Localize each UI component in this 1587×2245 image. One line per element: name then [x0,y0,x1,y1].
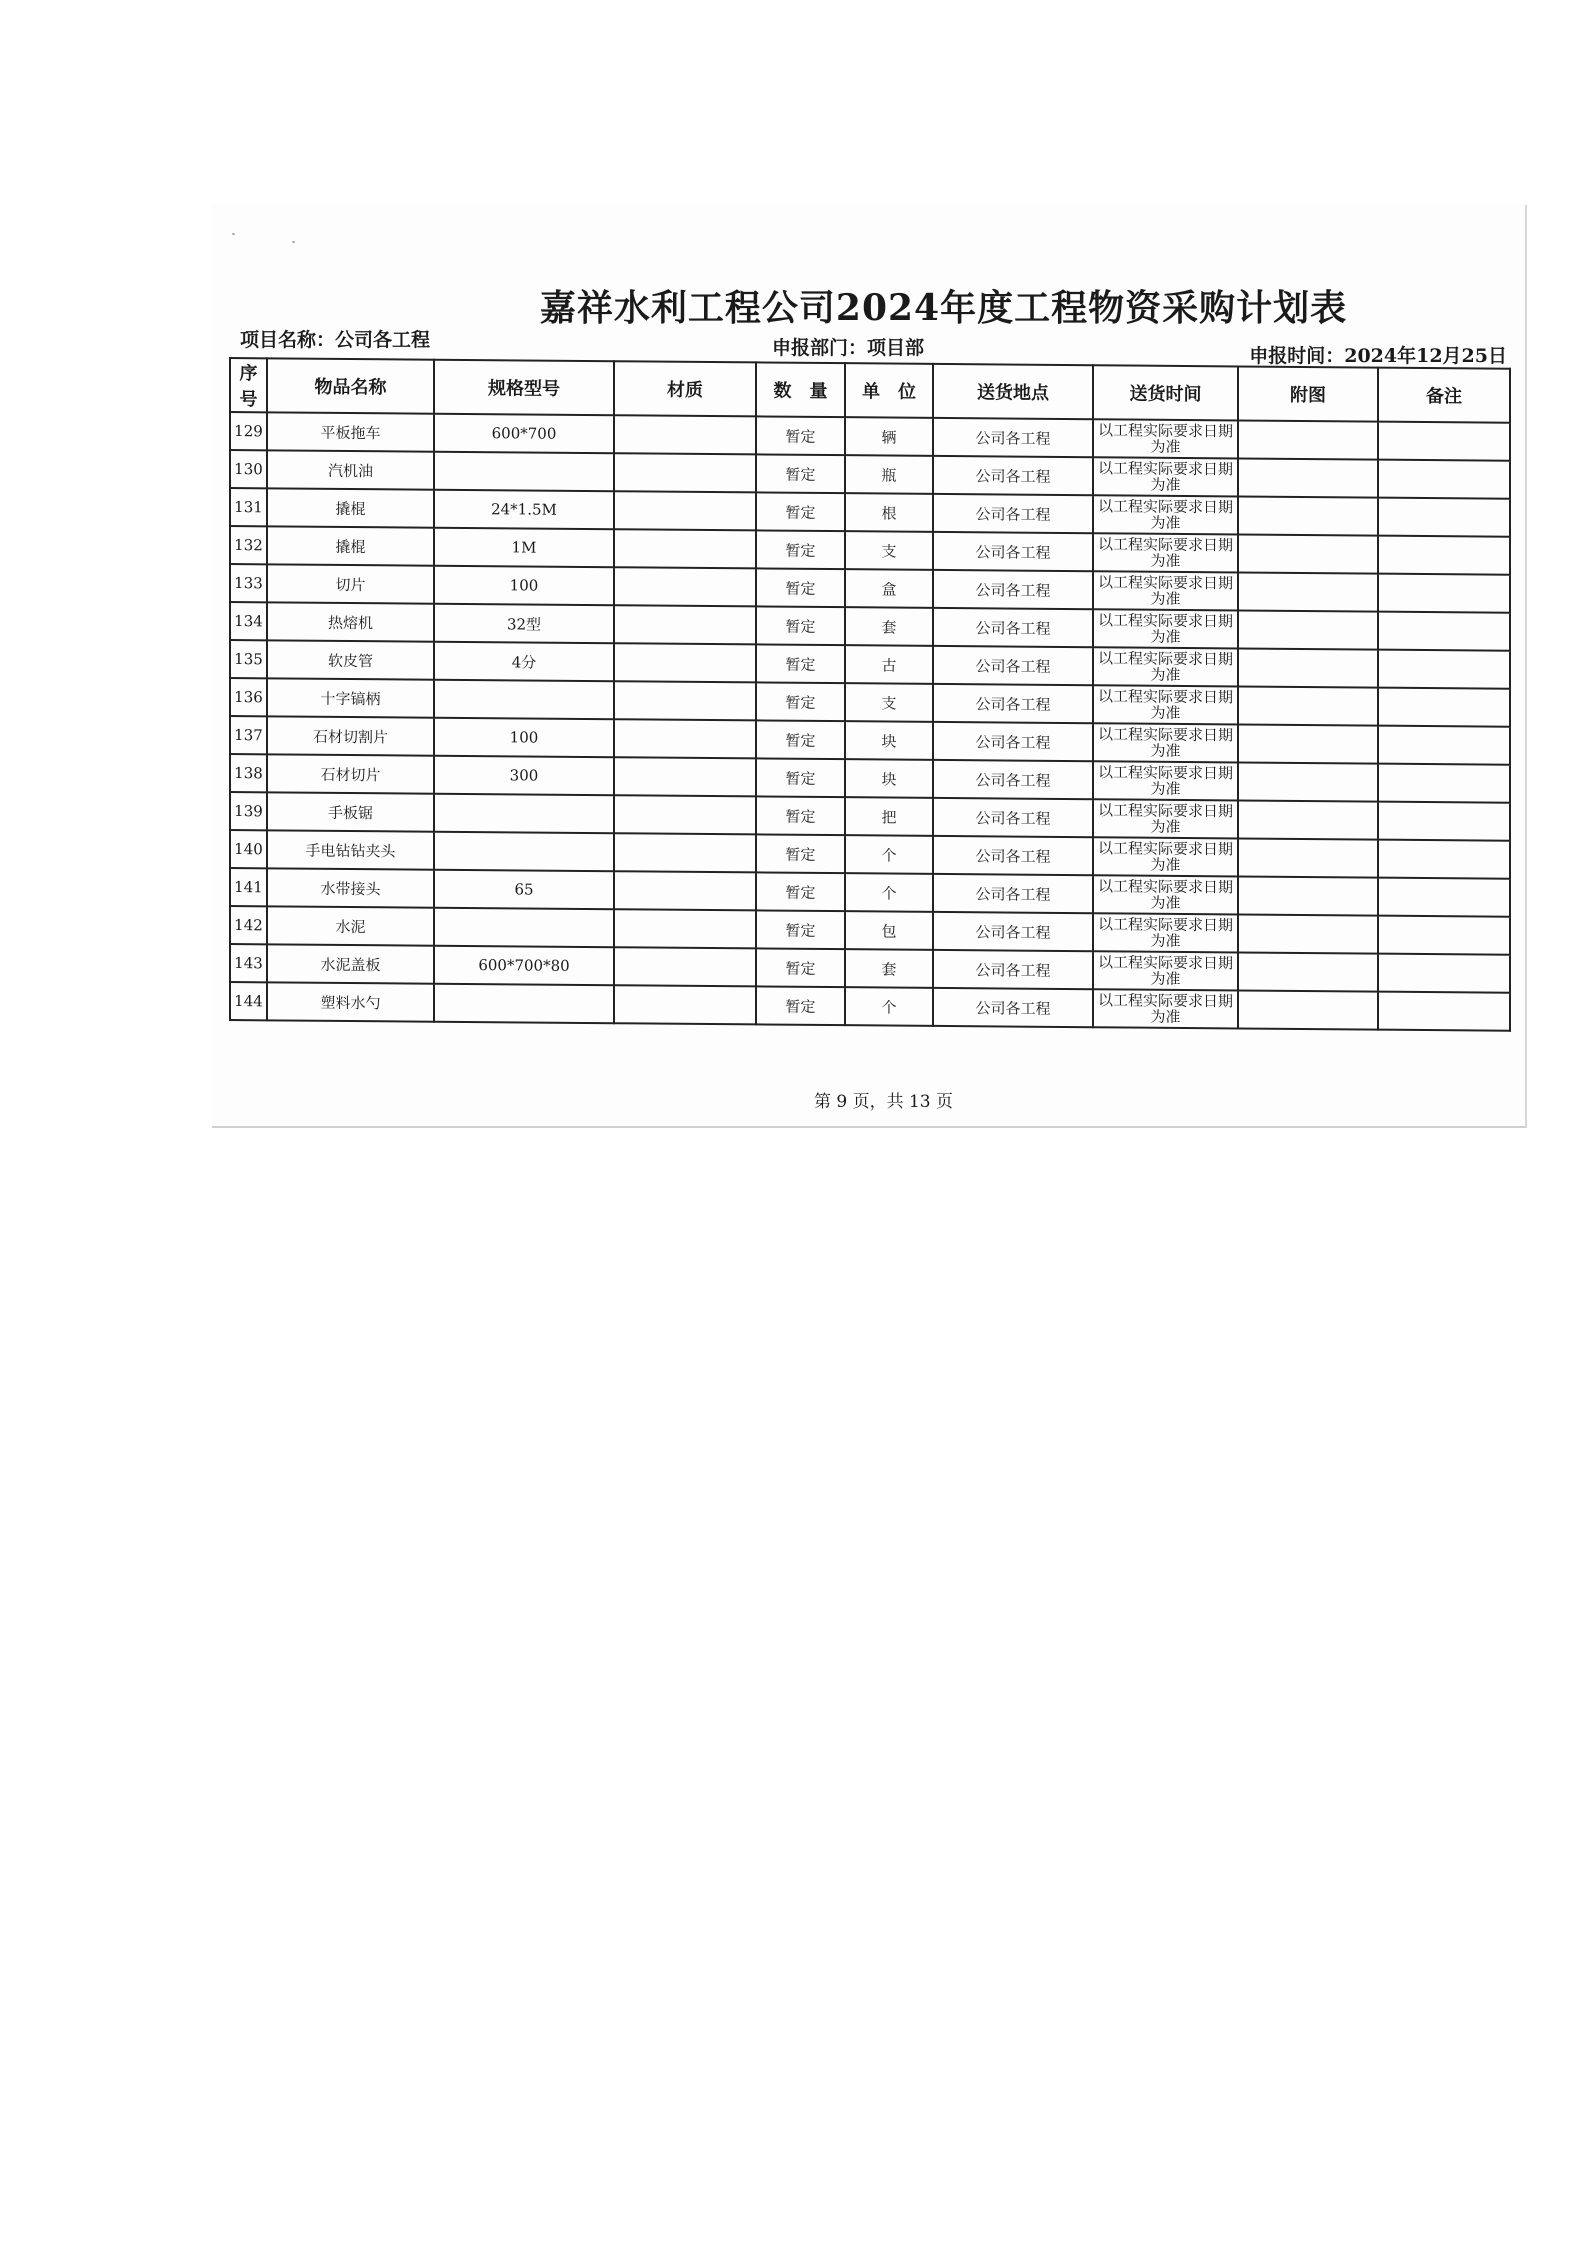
cell-unit: 古 [845,645,933,684]
cell-delivery-time: 以工程实际要求日期为准 [1093,761,1238,800]
cell-material [614,567,756,606]
cell-index: 132 [230,526,267,564]
cell-drawing [1238,686,1378,725]
cell-quantity: 暂定 [756,796,845,835]
cell-quantity: 暂定 [756,644,845,683]
cell-drawing [1238,420,1378,459]
cell-quantity: 暂定 [756,492,845,531]
cell-unit: 瓶 [845,455,933,494]
cell-spec [434,908,614,948]
cell-drawing [1238,990,1378,1029]
header-unit: 单 位 [845,363,933,418]
cell-note [1378,422,1510,461]
cell-unit: 个 [845,835,933,874]
cell-item-name: 热熔机 [267,602,434,641]
cell-unit: 辆 [845,417,933,456]
cell-spec: 600*700 [434,414,614,454]
cell-note [1378,650,1510,689]
cell-unit: 支 [845,683,933,722]
cell-item-name: 十字镐柄 [267,678,434,717]
cell-delivery-time: 以工程实际要求日期为准 [1093,533,1238,572]
cell-note [1378,688,1510,727]
cell-delivery-location: 公司各工程 [933,760,1093,799]
cell-spec [434,452,614,492]
cell-quantity: 暂定 [756,986,845,1025]
table-body [230,412,1510,1031]
cell-unit: 把 [845,797,933,836]
cell-delivery-location: 公司各工程 [933,646,1093,685]
cell-delivery-time: 以工程实际要求日期为准 [1093,419,1238,458]
cell-delivery-time: 以工程实际要求日期为准 [1093,875,1238,914]
cell-unit: 包 [845,911,933,950]
cell-spec [434,984,614,1024]
header-note: 备注 [1378,368,1510,423]
cell-delivery-time: 以工程实际要求日期为准 [1093,457,1238,496]
header-delivery-location: 送货地点 [933,364,1093,419]
cell-delivery-location: 公司各工程 [933,494,1093,533]
cell-index: 137 [230,716,267,754]
cell-spec: 65 [434,870,614,910]
cell-index: 130 [230,450,267,488]
cell-delivery-time: 以工程实际要求日期为准 [1093,913,1238,952]
header-spec: 规格型号 [434,360,614,416]
cell-drawing [1238,534,1378,573]
cell-index: 129 [230,412,267,450]
cell-drawing [1238,496,1378,535]
cell-drawing [1238,876,1378,915]
cell-delivery-time: 以工程实际要求日期为准 [1093,799,1238,838]
cell-quantity: 暂定 [756,758,845,797]
cell-note [1378,536,1510,575]
cell-item-name: 水泥盖板 [267,944,434,983]
cell-material [614,681,756,720]
cell-index: 144 [230,982,267,1020]
cell-index: 141 [230,868,267,906]
cell-delivery-location: 公司各工程 [933,950,1093,989]
cell-delivery-time: 以工程实际要求日期为准 [1093,609,1238,648]
cell-quantity: 暂定 [756,872,845,911]
cell-index: 142 [230,906,267,944]
cell-drawing [1238,572,1378,611]
cell-spec: 100 [434,718,614,758]
header-quantity: 数 量 [756,362,845,417]
cell-item-name: 石材切片 [267,754,434,793]
cell-item-name: 汽机油 [267,450,434,489]
cell-unit: 个 [845,987,933,1026]
cell-delivery-location: 公司各工程 [933,722,1093,761]
cell-spec [434,794,614,834]
report-date: 申报时间：2024年12月25日 [1249,345,1507,367]
cell-note [1378,802,1510,841]
header-material: 材质 [614,361,756,416]
cell-note [1378,612,1510,651]
cell-unit: 块 [845,721,933,760]
cell-index: 139 [230,792,267,830]
cell-index: 140 [230,830,267,868]
cell-delivery-time: 以工程实际要求日期为准 [1093,989,1238,1028]
cell-quantity: 暂定 [756,948,845,987]
cell-index: 134 [230,602,267,640]
cell-material [614,909,756,948]
cell-note [1378,916,1510,955]
cell-drawing [1238,610,1378,649]
cell-unit: 套 [845,607,933,646]
cell-delivery-location: 公司各工程 [933,570,1093,609]
cell-spec: 24*1.5M [434,490,614,530]
header-drawing: 附图 [1238,366,1378,421]
cell-material [614,871,756,910]
cell-index: 138 [230,754,267,792]
cell-quantity: 暂定 [756,720,845,759]
cell-unit: 块 [845,759,933,798]
cell-note [1378,574,1510,613]
cell-delivery-location: 公司各工程 [933,912,1093,951]
cell-note [1378,498,1510,537]
cell-material [614,719,756,758]
cell-material [614,795,756,834]
page-footer: 第 9 页，共 13 页 [813,1092,954,1112]
header-index: 序号 [230,358,267,412]
cell-note [1378,726,1510,765]
cell-material [614,757,756,796]
cell-spec [434,680,614,720]
cell-unit: 根 [845,493,933,532]
cell-note [1378,878,1510,917]
cell-delivery-time: 以工程实际要求日期为准 [1093,685,1238,724]
cell-delivery-location: 公司各工程 [933,608,1093,647]
document-title: 嘉祥水利工程公司2024年度工程物资采购计划表 [539,287,1348,329]
cell-unit: 盒 [845,569,933,608]
cell-material [614,947,756,986]
cell-item-name: 软皮管 [267,640,434,679]
scanned-page [212,205,1527,1128]
cell-spec [434,832,614,872]
cell-note [1378,992,1510,1031]
cell-note [1378,840,1510,879]
cell-material [614,415,756,454]
cell-drawing [1238,800,1378,839]
cell-unit: 支 [845,531,933,570]
cell-drawing [1238,914,1378,953]
cell-index: 133 [230,564,267,602]
cell-quantity: 暂定 [756,568,845,607]
header-delivery-time: 送货时间 [1093,365,1238,420]
cell-delivery-location: 公司各工程 [933,874,1093,913]
cell-item-name: 切片 [267,564,434,603]
cell-index: 131 [230,488,267,526]
cell-quantity: 暂定 [756,454,845,493]
scan-speck [292,241,295,243]
procurement-table [229,357,1511,1032]
cell-material [614,833,756,872]
cell-delivery-time: 以工程实际要求日期为准 [1093,571,1238,610]
cell-note [1378,954,1510,993]
cell-unit: 个 [845,873,933,912]
cell-drawing [1238,458,1378,497]
scan-speck [232,233,235,235]
cell-unit: 套 [845,949,933,988]
cell-quantity: 暂定 [756,606,845,645]
cell-item-name: 水泥 [267,906,434,945]
cell-delivery-location: 公司各工程 [933,418,1093,457]
cell-material [614,985,756,1024]
cell-item-name: 塑料水勺 [267,982,434,1021]
cell-delivery-location: 公司各工程 [933,836,1093,875]
cell-note [1378,460,1510,499]
cell-delivery-location: 公司各工程 [933,532,1093,571]
cell-material [614,453,756,492]
cell-drawing [1238,648,1378,687]
cell-spec: 300 [434,756,614,796]
cell-material [614,529,756,568]
cell-drawing [1238,952,1378,991]
cell-item-name: 撬棍 [267,526,434,565]
cell-spec: 32型 [434,604,614,644]
cell-quantity: 暂定 [756,416,845,455]
cell-material [614,491,756,530]
cell-quantity: 暂定 [756,530,845,569]
cell-drawing [1238,838,1378,877]
cell-delivery-location: 公司各工程 [933,988,1093,1027]
cell-item-name: 撬棍 [267,488,434,527]
cell-material [614,643,756,682]
cell-spec: 100 [434,566,614,606]
cell-delivery-time: 以工程实际要求日期为准 [1093,647,1238,686]
cell-delivery-time: 以工程实际要求日期为准 [1093,723,1238,762]
department: 申报部门：项目部 [772,337,925,359]
cell-item-name: 手电钻钻夹头 [267,830,434,869]
cell-spec: 1M [434,528,614,568]
cell-delivery-time: 以工程实际要求日期为准 [1093,495,1238,534]
cell-drawing [1238,724,1378,763]
cell-delivery-location: 公司各工程 [933,684,1093,723]
cell-material [614,605,756,644]
cell-quantity: 暂定 [756,910,845,949]
cell-quantity: 暂定 [756,834,845,873]
cell-item-name: 石材切割片 [267,716,434,755]
project-name: 项目名称：公司各工程 [240,329,431,351]
cell-item-name: 平板拖车 [267,412,434,451]
cell-index: 143 [230,944,267,982]
cell-drawing [1238,762,1378,801]
cell-item-name: 水带接头 [267,868,434,907]
cell-delivery-time: 以工程实际要求日期为准 [1093,951,1238,990]
cell-index: 135 [230,640,267,678]
cell-delivery-time: 以工程实际要求日期为准 [1093,837,1238,876]
header-item-name: 物品名称 [267,358,434,413]
cell-note [1378,764,1510,803]
cell-index: 136 [230,678,267,716]
cell-spec: 4分 [434,642,614,682]
cell-quantity: 暂定 [756,682,845,721]
cell-item-name: 手板锯 [267,792,434,831]
cell-delivery-location: 公司各工程 [933,798,1093,837]
cell-spec: 600*700*80 [434,946,614,986]
cell-delivery-location: 公司各工程 [933,456,1093,495]
